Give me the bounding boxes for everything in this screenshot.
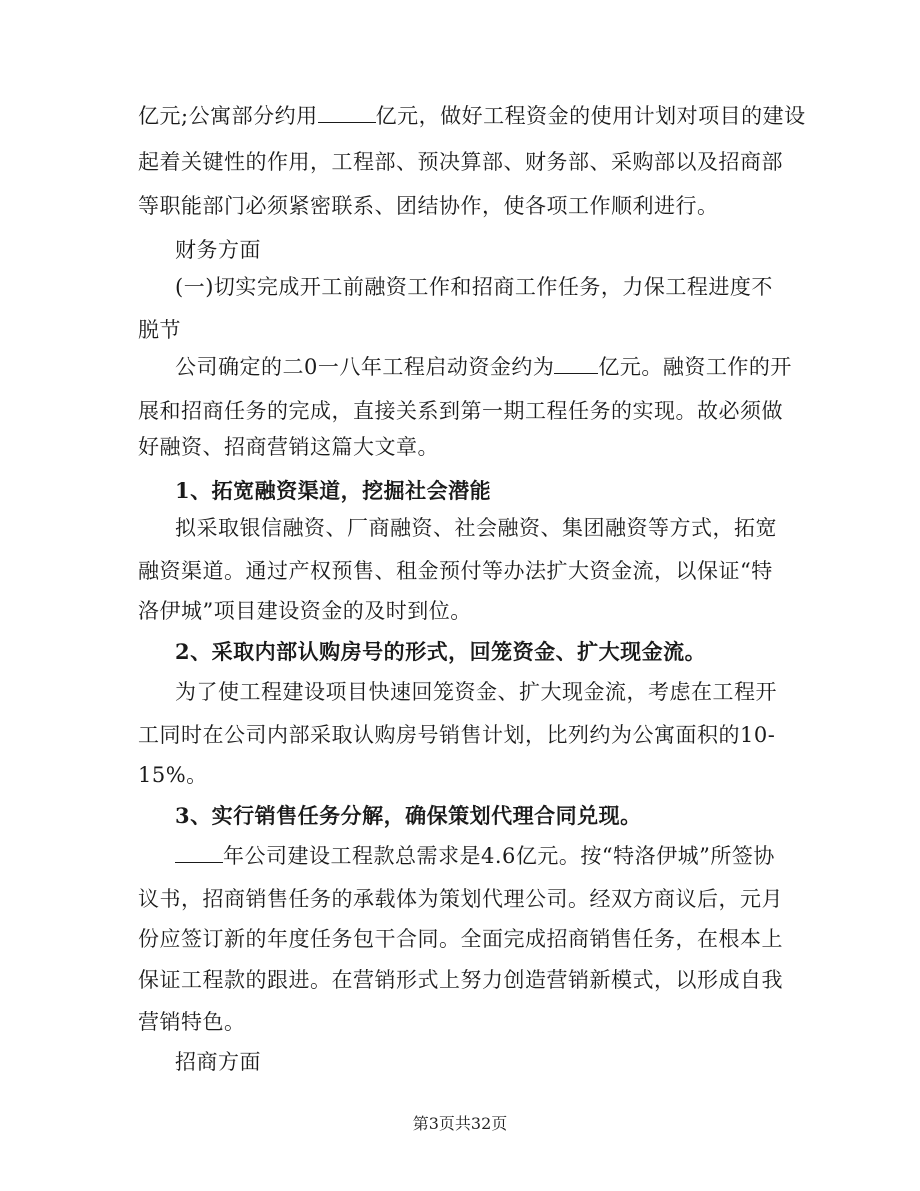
paragraph-line: 保证工程款的跟进。在营销形式上努力创造营销新模式，以形成自我 <box>138 968 783 992</box>
paragraph-line: 份应签订新的年度任务包干合同。全面完成招商销售任务，在根本上 <box>138 927 783 951</box>
paragraph-line: 起着关键性的作用，工程部、预决算部、财务部、采购部以及招商部 <box>138 150 783 174</box>
text-span: 公司确定的二0一八年工程启动资金约为 <box>175 355 555 379</box>
paragraph-line: 为了使工程建设项目快速回笼资金、扩大现金流，考虑在工程开 <box>175 680 777 704</box>
page-number-footer: 第3页共32页 <box>412 1114 508 1133</box>
paragraph-line: 展和招商任务的完成，直接关系到第一期工程任务的实现。故必须做 <box>138 399 783 423</box>
paragraph-line: 议书，招商销售任务的承载体为策划代理公司。经双方商议后，元月 <box>138 887 783 911</box>
fill-blank <box>318 104 376 123</box>
text-span: 亿元，做好工程资金的使用计划对项目的建设 <box>375 104 806 128</box>
paragraph-line: 融资渠道。通过产权预售、租金预付等办法扩大资金流，以保证“特 <box>138 559 773 583</box>
heading-3: 3、实行销售任务分解，确保策划代理合同兑现。 <box>175 803 642 828</box>
text-span: 年公司建设工程款总需求是4.6亿元。按“特洛伊城”所签协 <box>223 844 775 868</box>
paragraph-line: 营销特色。 <box>138 1010 246 1034</box>
section-title-investment: 招商方面 <box>175 1050 261 1074</box>
fill-blank <box>554 355 598 374</box>
paragraph-line: 拟采取银信融资、厂商融资、社会融资、集团融资等方式，拓宽 <box>175 516 777 540</box>
paragraph-line: 15%。 <box>138 763 208 787</box>
text-span: 亿元。融资工作的开 <box>598 355 792 379</box>
section-title-finance: 财务方面 <box>175 238 261 262</box>
heading-1: 1、拓宽融资渠道，挖掘社会潜能 <box>175 478 492 503</box>
text-span: 亿元;公寓部分约用 <box>138 104 318 128</box>
heading-2: 2、采取内部认购房号的形式，回笼资金、扩大现金流。 <box>175 639 707 664</box>
paragraph-line: 等职能部门必须紧密联系、团结协作，使各项工作顺利进行。 <box>138 194 719 218</box>
paragraph-line <box>175 841 775 871</box>
paragraph-line: 好融资、招商营销这篇大文章。 <box>138 435 439 459</box>
paragraph-line: 脱节 <box>138 318 181 342</box>
fill-blank <box>175 844 223 863</box>
paragraph-line: (一)切实完成开工前融资工作和招商工作任务，力保工程进度不 <box>175 275 773 299</box>
paragraph-line <box>138 101 806 131</box>
paragraph-line <box>175 352 792 382</box>
paragraph-line: 工同时在公司内部采取认购房号销售计划，比列约为公寓面积的10- <box>138 723 776 747</box>
paragraph-line: 洛伊城”项目建设资金的及时到位。 <box>138 599 472 623</box>
